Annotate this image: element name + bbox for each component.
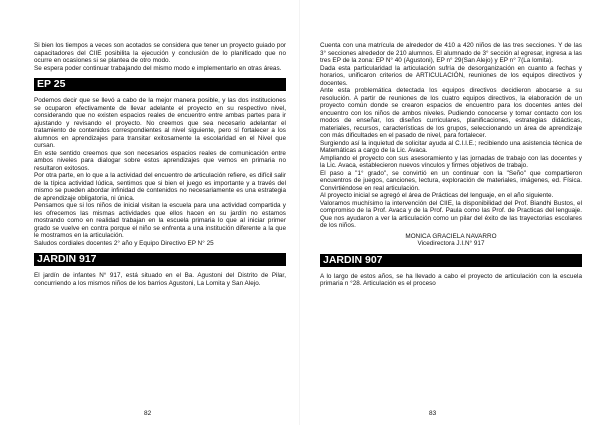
right-paragraph-3: Ante esta problemática detectada los equipos directivos decidieron abocarse a su resolución. A partir de reuniones de los cuatro equipos directivos, la elaboración de un proyecto común donde se crearon espacios de encuentro para los docentes antes del encuentro con los niños de ambos niveles. Pudiendo conocerse y tomar contacto con los modos de enseñar, los diseños curriculares, planificaciones, estrategias didácticas, materiales, recursos, características de los grupos, seleccionando un área de aprendizaje con más dificultades en el pasado de nivel, para fortalecer. (320, 87, 582, 139)
jardin917-paragraph-1: El jardín de infantes N° 917, está situado en el Ba. Agustoni del Distrito de Pilar, concurriendo a los mismos niños de los barrios Agustoni, La Lomita y San Alejo. (34, 272, 286, 287)
right-paragraph-8: Valoramos muchísimo la intervención del CIIE, la disponibilidad del Prof. Biandhi Bustos, el compromiso de la Prof. Avaca y de la Prof. Paula como las Prof. de Practicas del lenguaje. Que nos ayudaron a ver la articulación como un pilar del éxito de las trayectorias escolares de los niños. (320, 199, 582, 229)
right-paragraph-1: Cuenta con una matrícula de alrededor de 410 a 420 niños de las tres secciones. Y de las 3° secciones alrededor de 210 alumnos. El alumnado de 3° sección al egresar, ingresa a las tres EP de la zona: EP N° 40 (Agustoni), EP n° 29(San Alejo) y EP n° 7(La lomita). (320, 42, 582, 64)
intro-paragraph-1: Si bien los tiempos a veces son acotados se considera que tener un proyecto guiado por capacitadores del CIIE posibilita la ejecución y conclusión de lo planificado que no ocurre en ocasiones si se plantea de otro modo. (34, 42, 286, 64)
ep25-signoff: Saludos cordiales docentes 2° año y Equipo Directivo EP N° 25 (34, 239, 214, 247)
section-heading-jardin917: JARDIN 917 (34, 253, 286, 266)
page-number-right: 83 (429, 410, 437, 417)
right-paragraph-4: Surgiendo así la inquietud de solicitar ayuda al C.I.I.E.; recibiendo una asistencia técnica de Matemáticas a cargo de la Lic. Avaca. (320, 139, 582, 154)
right-paragraph-2: Dada esta particularidad la articulación sufría de desorganización en cuanto a fechas y horarios, unificaron criterios de ARTICULACIÓN, reuniones de los equipos directivos y docentes. (320, 64, 582, 87)
right-paragraph-7: Al proyecto inicial se agregó el área de Prácticas del lenguaje, en el año siguiente. (320, 192, 554, 199)
ep25-paragraph-4: Pensamos que si los niños de inicial visitan la escuela para una actividad compartida y les ofrecemos las mismas actividades que ellos hacen en su jardín no estamos mostrando como en realidad trabajan en la escuela primaria lo que al iniciar primer grado se vuelve en contra porque el niño se enfrenta a una institución diferente a la que le mostramos en la articulación. (34, 202, 286, 239)
intro-paragraph-2: Se espera poder continuar trabajando del mismo modo e implementarlo en otras áreas. (34, 64, 282, 72)
right-column (320, 42, 582, 288)
section-heading-ep25: EP 25 (34, 78, 286, 91)
right-paragraph-6: El paso a "1° grado", se convirtió en un continuar con la "Seño" que compartieron encuentros de juegos, canciones, lectura, exploración de materiales, imágenes, ed. Física. Convirtiéndose en real articulación. (320, 169, 582, 192)
right-page (300, 0, 600, 425)
jardin907-paragraph-1: A lo largo de estos años, se ha llevado a cabo el proyecto de articulación con la escuela primaria n °28. Articulación es el proceso (320, 272, 582, 287)
left-column (34, 42, 286, 287)
page-number-left: 82 (144, 410, 152, 417)
ep25-paragraph-1: Podemos decir que se llevó a cabo de la mejor manera posible, y las dos instituciones se ocuparon efectivamente de llevar adelante el proyecto en su respectivo nivel, considerando que no existen espacios reales de encuentro entre ambas partes para ir ajustando y revisando el proyecto. No creemos que sea necesario adelantar el tratamiento de contenidos correspondientes al nivel siguiente, pero sí fortalecer a los alumnos en aprendizajes para transitar exitosamente la escolaridad en el Nivel que cursan. (34, 97, 286, 149)
signature-name: MONICA GRACIELA NAVARRO (405, 232, 497, 240)
ep25-paragraph-2: En este sentido creemos que son necesarios espacios reales de comunicación entre ambos niveles para dialogar sobre estos aprendizajes que vemos en primaria no resultaron exitosos. (34, 149, 286, 172)
right-paragraph-5: Ampliando el proyecto con sus asesoramiento y las jornadas de trabajo con las docentes y la Lic. Avaca, establecieron nuevos vínculos y firmes objetivos de trabajo. (320, 154, 582, 169)
ep25-paragraph-3: Por otra parte, en lo que a la actividad del encuentro de articulación refiere, es difícil salir de la típica actividad lúdica, sentimos que si bien el juego es importante y a través del mismo se pueden abordar infinidad de contenidos no necesariamente es una estrategia de aprendizaje obligatoria, ni única. (34, 172, 286, 202)
section-heading-jardin907: JARDIN 907 (320, 254, 582, 267)
signature-role: Vicedirectora J.I.N° 917 (417, 240, 485, 247)
